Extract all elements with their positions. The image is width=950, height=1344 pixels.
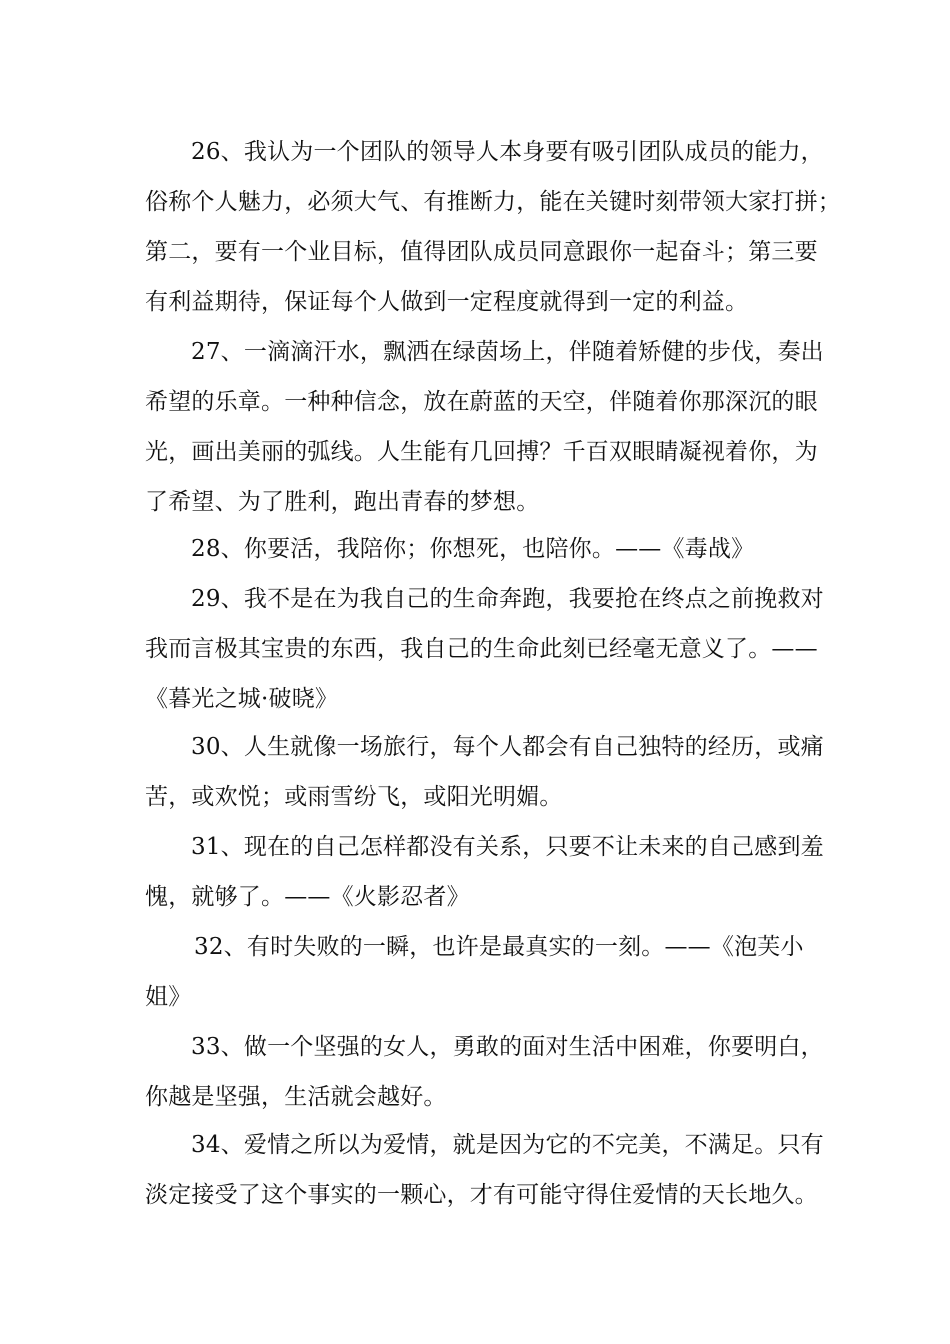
paragraph-27 — [145, 327, 824, 527]
paragraph-line: 27、一滴滴汗水，飘洒在绿茵场上，伴随着矫健的步伐，奏出 — [191, 339, 824, 365]
paragraph-30 — [145, 722, 824, 822]
paragraph-line: 第二，要有一个业目标，值得团队成员同意跟你一起奋斗；第三要 — [145, 239, 818, 265]
paragraph-line: 我而言极其宝贵的东西，我自己的生命此刻已经毫无意义了。—— — [145, 636, 818, 662]
paragraph-line: 光，画出美丽的弧线。人生能有几回搏？千百双眼睛凝视着你，为 — [145, 439, 818, 465]
paragraph-26 — [145, 127, 841, 327]
paragraph-line: 34、爱情之所以为爱情，就是因为它的不完美，不满足。只有 — [191, 1132, 824, 1158]
paragraph-line: 26、我认为一个团队的领导人本身要有吸引团队成员的能力， — [191, 139, 824, 165]
paragraph-line: 俗称个人魅力，必须大气、有推断力，能在关键时刻带领大家打拼； — [145, 189, 841, 215]
paragraph-line: 愧，就够了。——《火影忍者》 — [145, 884, 470, 910]
paragraph-32 — [145, 922, 815, 1022]
paragraph-line: 姐》 — [145, 984, 192, 1010]
paragraph-line: 32、有时失败的一瞬，也许是最真实的一刻。——《泡芙小 — [194, 934, 804, 960]
paragraph-31 — [145, 822, 824, 922]
paragraph-line: 30、人生就像一场旅行，每个人都会有自己独特的经历，或痛 — [191, 734, 824, 760]
paragraph-line: 希望的乐章。一种种信念，放在蔚蓝的天空，伴随着你那深沉的眼 — [145, 389, 818, 415]
paragraph-line: 33、做一个坚强的女人，勇敢的面对生活中困难，你要明白， — [191, 1034, 824, 1060]
paragraph-line: 苦，或欢悦；或雨雪纷飞，或阳光明媚。 — [145, 784, 563, 810]
paragraph-line: 淡定接受了这个事实的一颗心，才有可能守得住爱情的天长地久。 — [145, 1182, 818, 1208]
paragraph-line: 有利益期待，保证每个人做到一定程度就得到一定的利益。 — [145, 289, 749, 315]
paragraph-line: 了希望、为了胜利，跑出青春的梦想。 — [145, 489, 540, 515]
paragraph-line: 31、现在的自己怎样都没有关系，只要不让未来的自己感到羞 — [191, 834, 824, 860]
paragraph-line: 《暮光之城·破晓》 — [145, 686, 339, 712]
paragraph-33 — [145, 1022, 824, 1122]
paragraph-line: 29、我不是在为我自己的生命奔跑，我要抢在终点之前挽救对 — [191, 586, 824, 612]
paragraph-34 — [145, 1120, 824, 1220]
paragraph-line: 你越是坚强，生活就会越好。 — [145, 1084, 447, 1110]
paragraph-line: 28、你要活，我陪你；你想死，也陪你。——《毒战》 — [191, 536, 755, 562]
paragraph-29 — [145, 574, 824, 724]
paragraph-28 — [145, 524, 815, 574]
